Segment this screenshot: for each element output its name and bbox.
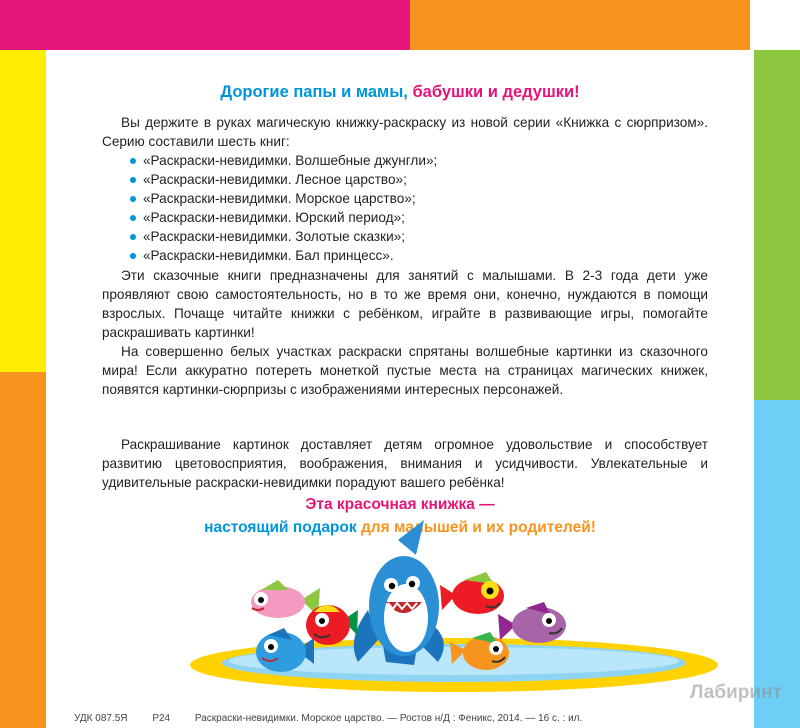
paragraph-benefits: Раскрашивание картинок доставляет детям огромное удовольствие и способствует развитию цветовосприятия, воображения, внимания и усидчивости. Увлекательные и удивительные раскраски-невидимки порадуют вашего ребёнка! (102, 437, 708, 490)
list-item: «Раскраски-невидимки. Лесное царство»; (130, 170, 437, 189)
list-item: «Раскраски-невидимки. Бал принцесс». (130, 246, 437, 265)
frame-left-yellow (0, 50, 46, 372)
imprint-footer (74, 713, 714, 724)
frame-top-pink (0, 0, 410, 50)
frame-right-green (754, 50, 800, 400)
frame-left-orange (0, 372, 46, 728)
udk-code: УДК 087.5Я (74, 713, 128, 724)
shark-illustration (354, 520, 444, 665)
intro-text: Вы держите в руках магическую книжку-раскраску из новой серии «Книжка с сюрпризом». Серию составили шесть книг: (102, 115, 708, 149)
frame-right-blue (754, 400, 800, 728)
gift-line-1: Эта красочная книжка — (305, 496, 495, 513)
frame-top-orange (410, 0, 750, 50)
bbk-code: Р24 (152, 713, 171, 724)
fish-illustration (498, 602, 566, 643)
gift-line-2-part1: настоящий подарок (204, 519, 357, 536)
frame-top-corner (750, 0, 800, 50)
sea-illustration (46, 50, 754, 728)
gift-line-2-part2: для малышей и их родителей! (360, 519, 596, 536)
paragraph-hidden-pictures: На совершенно белых участках раскраски спрятаны волшебные картинки из сказочного мира! Если аккуратно потереть монеткой пустые места на страницах магических книжек, появятся картинки-сюрпризы с изображениями интересных персонажей. (102, 344, 708, 397)
list-item: «Раскраски-невидимки. Морское царство»; (130, 189, 437, 208)
greeting-part2: бабушки и дедушки! (412, 83, 580, 101)
watermark: Лабиринт (690, 682, 782, 703)
list-item: «Раскраски-невидимки. Волшебные джунгли»; (130, 151, 437, 170)
fish-illustration (440, 572, 504, 614)
paragraph-purpose: Эти сказочные книги предназначены для занятий с малышами. В 2-3 года дети уже проявляют свою самостоятельность, но в то же время они, конечно, нуждаются в помощи взрослых. Почаще читайте книжки с ребёнком, играйте в развивающие игры, помогайте раскрашивать картинки! (102, 268, 708, 340)
fish-illustration (251, 580, 320, 618)
page (46, 50, 754, 728)
list-item: «Раскраски-невидимки. Золотые сказки»; (130, 227, 437, 246)
greeting-part1: Дорогие папы и мамы, (220, 83, 408, 101)
imprint-title: Раскраски-невидимки. Морское царство. — Ростов н/Д : Феникс, 2014. — 16 с. : ил. (194, 713, 583, 724)
list-item: «Раскраски-невидимки. Юрский период»; (130, 208, 437, 227)
